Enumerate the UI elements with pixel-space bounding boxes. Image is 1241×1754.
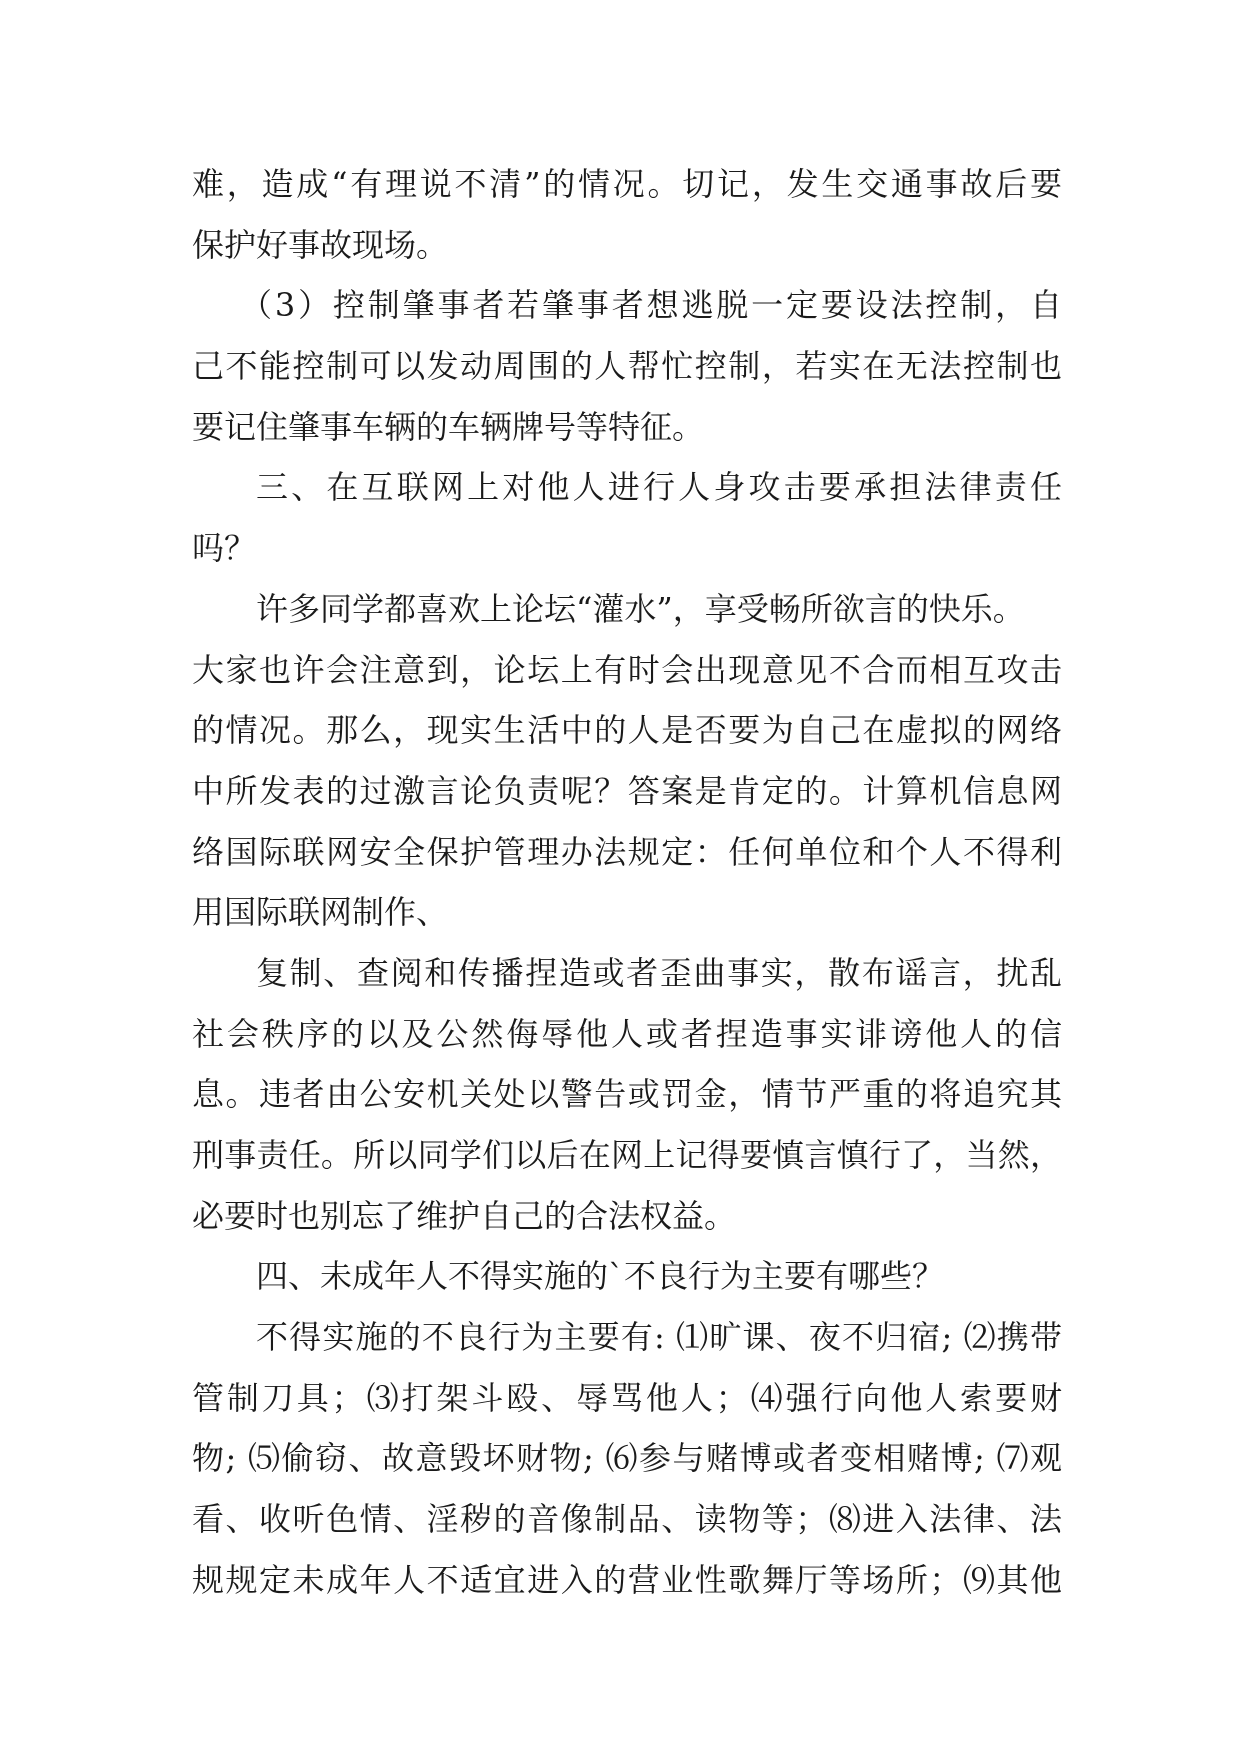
text-line: 许多同学都喜欢上论坛“灌水”，享受畅所欲言的快乐。: [256, 589, 1025, 628]
section-heading: 吗？: [192, 529, 257, 568]
text-line: 不得实施的不良行为主要有: ⑴旷课、夜不归宿; ⑵携带: [256, 1318, 1062, 1357]
text-line: 己不能控制可以发动周围的人帮忙控制，若实在无法控制也: [192, 347, 1062, 386]
text-line: 用国际联网制作、: [192, 893, 449, 932]
text-line: 规规定未成年人不适宜进入的营业性歌舞厅等场所；⑼其他: [192, 1560, 1062, 1599]
text-line: 管制刀具；⑶打架斗殴、辱骂他人；⑷强行向他人索要财: [192, 1378, 1062, 1417]
section-heading: 三、在互联网上对他人进行人身攻击要承担法律责任: [256, 468, 1062, 507]
text-line: 络国际联网安全保护管理办法规定：任何单位和个人不得利: [192, 832, 1062, 871]
text-line: 物; ⑸偷窃、故意毁坏财物; ⑹参与赌博或者变相赌博; ⑺观: [192, 1439, 1062, 1478]
text-line: 中所发表的过激言论负责呢？答案是肯定的。计算机信息网: [192, 771, 1062, 810]
text-line: 复制、查阅和传播捏造或者歪曲事实，散布谣言，扰乱: [256, 953, 1062, 992]
text-line: （3）控制肇事者若肇事者想逃脱一定要设法控制，自: [240, 286, 1062, 325]
text-line: 难，造成“有理说不清”的情况。切记，发生交通事故后要: [192, 165, 1062, 203]
text-line: 社会秩序的以及公然侮辱他人或者捏造事实诽谤他人的信: [192, 1014, 1062, 1053]
body-text: [192, 160, 1062, 1617]
text-line: 大家也许会注意到，论坛上有时会出现意见不合而相互攻击: [192, 650, 1062, 689]
text-line: 要记住肇事车辆的车辆牌号等特征。: [192, 407, 705, 446]
text-line: 的情况。那么，现实生活中的人是否要为自己在虚拟的网络: [192, 711, 1062, 750]
text-line: 息。违者由公安机关处以警告或罚金，情节严重的将追究其: [192, 1075, 1062, 1114]
section-heading: 四、未成年人不得实施的`不良行为主要有哪些？: [256, 1257, 945, 1296]
text-line: 看、收听色情、淫秽的音像制品、读物等；⑻进入法律、法: [192, 1500, 1062, 1539]
text-line: 保护好事故现场。: [192, 225, 449, 264]
text-line: 刑事责任。所以同学们以后在网上记得要慎言慎行了，当然，: [192, 1136, 1062, 1174]
text-line: 必要时也别忘了维护自己的合法权益。: [192, 1196, 737, 1235]
